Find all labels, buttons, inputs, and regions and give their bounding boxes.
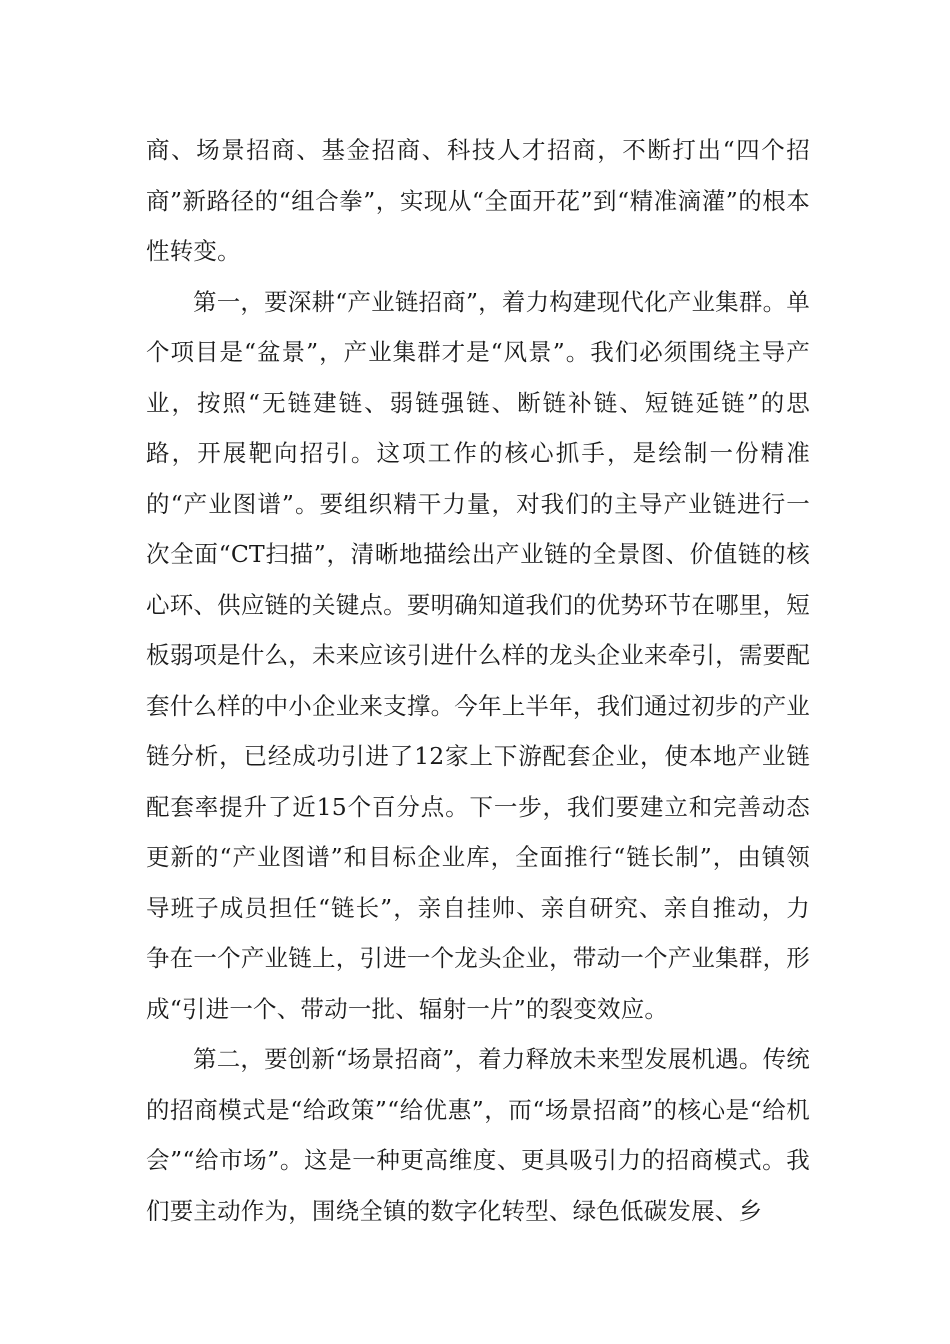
document-body (146, 125, 810, 1236)
paragraph-scene-investment: 第二，要创新“场景招商”，着力释放未来型发展机遇。传统的招商模式是“给政策”“给优惠”，而“场景招商”的核心是“给机会”“给市场”。这是一种更高维度、更具吸引力的招商模式。我们要主动作为，围绕全镇的数字化转型、绿色低碳发展、乡 (146, 1045, 810, 1225)
paragraph-industry-chain: 第一，要深耕“产业链招商”，着力构建现代化产业集群。单个项目是“盆景”，产业集群才是“风景”。我们必须围绕主导产业，按照“无链建链、弱链强链、断链补链、短链延链”的思路，开展靶向招引。这项工作的核心抓手，是绘制一份精准的“产业图谱”。要组织精干力量，对我们的主导产业链进行一次全面“CT扫描”，清晰地描绘出产业链的全景图、价值链的核心环、供应链的关键点。要明确知道我们的优势环节在哪里，短板弱项是什么，未来应该引进什么样的龙头企业来牵引，需要配套什么样的中小企业来支撑。今年上半年，我们通过初步的产业链分析，已经成功引进了12家上下游配套企业，使本地产业链配套率提升了近15个百分点。下一步，我们要建立和完善动态更新的“产业图谱”和目标企业库，全面推行“链长制”，由镇领导班子成员担任“链长”，亲自挂帅、亲自研究、亲自推动，力争在一个产业链上，引进一个龙头企业，带动一个产业集群，形成“引进一个、带动一批、辐射一片”的裂变效应。 (146, 287, 810, 1023)
paragraph-continuation: 商、场景招商、基金招商、科技人才招商，不断打出“四个招商”新路径的“组合拳”，实现从“全面开花”到“精准滴灌”的根本性转变。 (146, 136, 810, 265)
